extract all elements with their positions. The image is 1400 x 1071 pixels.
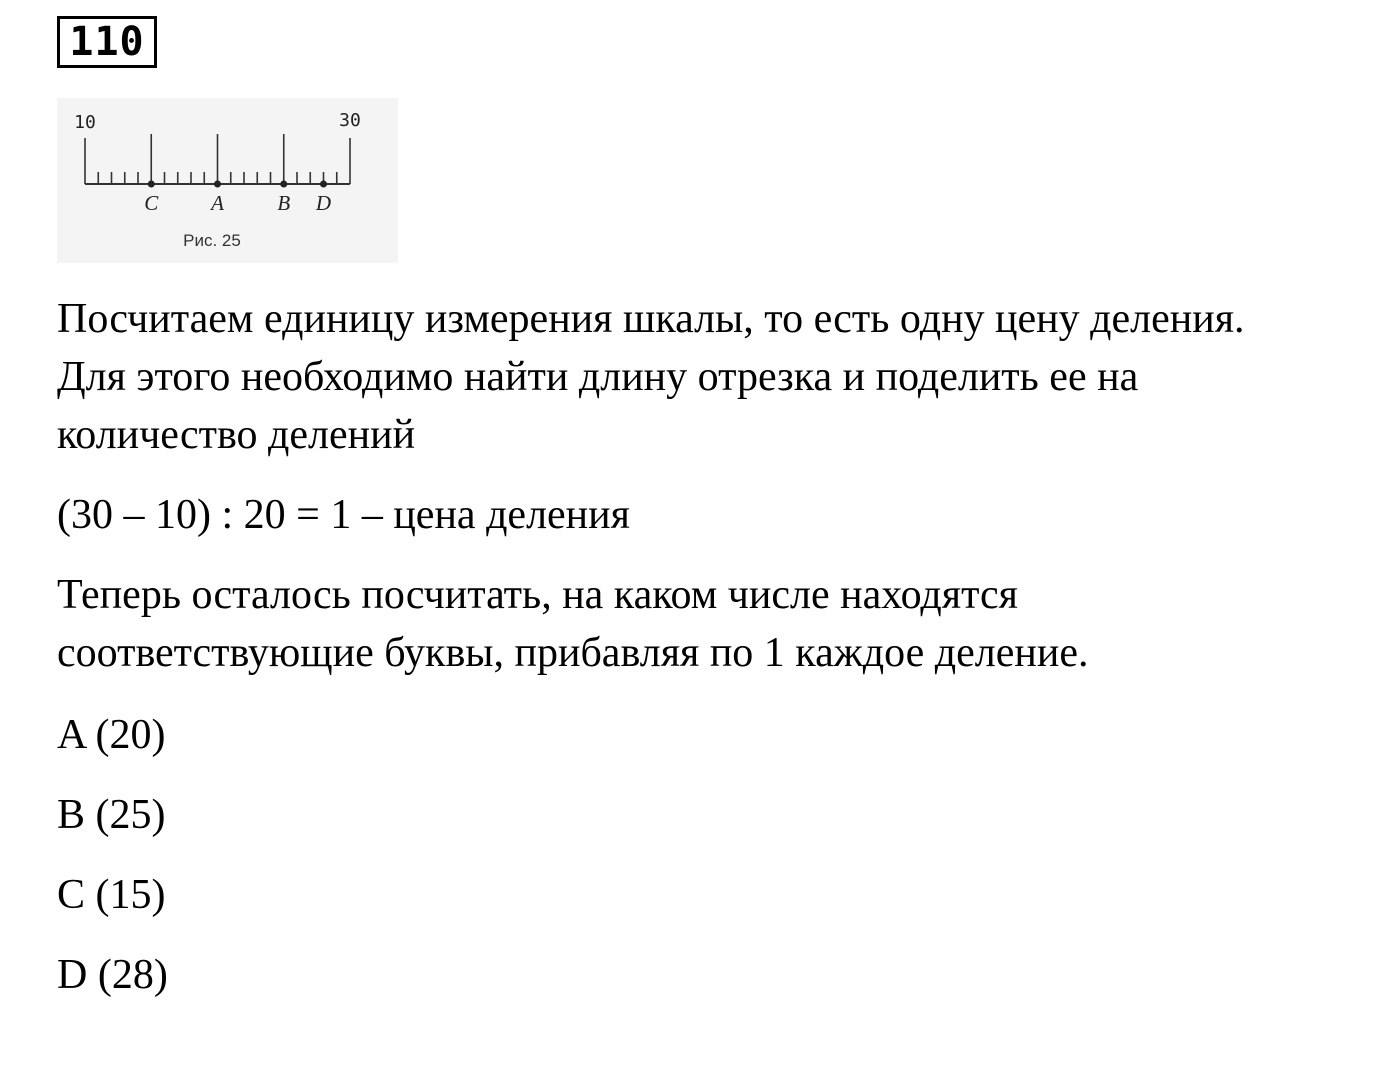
- scale-point-b: [280, 181, 287, 188]
- instruction-paragraph: [57, 566, 1088, 682]
- answer-c: [57, 866, 166, 924]
- answer-a: [57, 706, 166, 764]
- answer-d: [57, 946, 168, 1004]
- answer-line: B (25): [57, 792, 166, 838]
- scale-point-a: [214, 181, 221, 188]
- explanation-line: Для этого необходимо найти длину отрезка и поделить ее на: [57, 354, 1139, 400]
- figure-caption: Рис. 25: [183, 231, 241, 250]
- scale-start-label: 10: [74, 112, 96, 133]
- formula-line: (30 – 10) : 20 = 1 – цена деления: [57, 492, 630, 538]
- scale-point-c: [148, 181, 155, 188]
- instruction-line: соответствующие буквы, прибавляя по 1 каждое деление.: [57, 630, 1089, 676]
- scale-points: [144, 181, 331, 216]
- scale-point-label-b: B: [277, 191, 291, 215]
- formula: [57, 486, 630, 544]
- answer-line: D (28): [57, 952, 168, 998]
- explanation-line: Посчитаем единицу измерения шкалы, то есть одну цену деления.: [57, 296, 1245, 342]
- answer-line: C (15): [57, 872, 166, 918]
- scale-end-label: 30: [339, 110, 361, 131]
- answer-b: [57, 786, 166, 844]
- scale-figure: [57, 98, 398, 263]
- problem-number: 110: [57, 16, 157, 68]
- scale-ticks: [85, 134, 350, 184]
- explanation-line: количество делений: [57, 412, 416, 458]
- number-scale: [57, 98, 398, 263]
- scale-point-label-c: C: [144, 191, 159, 215]
- answer-line: A (20): [57, 712, 166, 758]
- explanation-paragraph: [57, 290, 1245, 464]
- instruction-line: Теперь осталось посчитать, на каком числе находятся: [57, 572, 1018, 618]
- scale-point-d: [320, 181, 327, 188]
- scale-point-label-a: A: [211, 191, 224, 215]
- scale-point-label-d: D: [315, 191, 332, 215]
